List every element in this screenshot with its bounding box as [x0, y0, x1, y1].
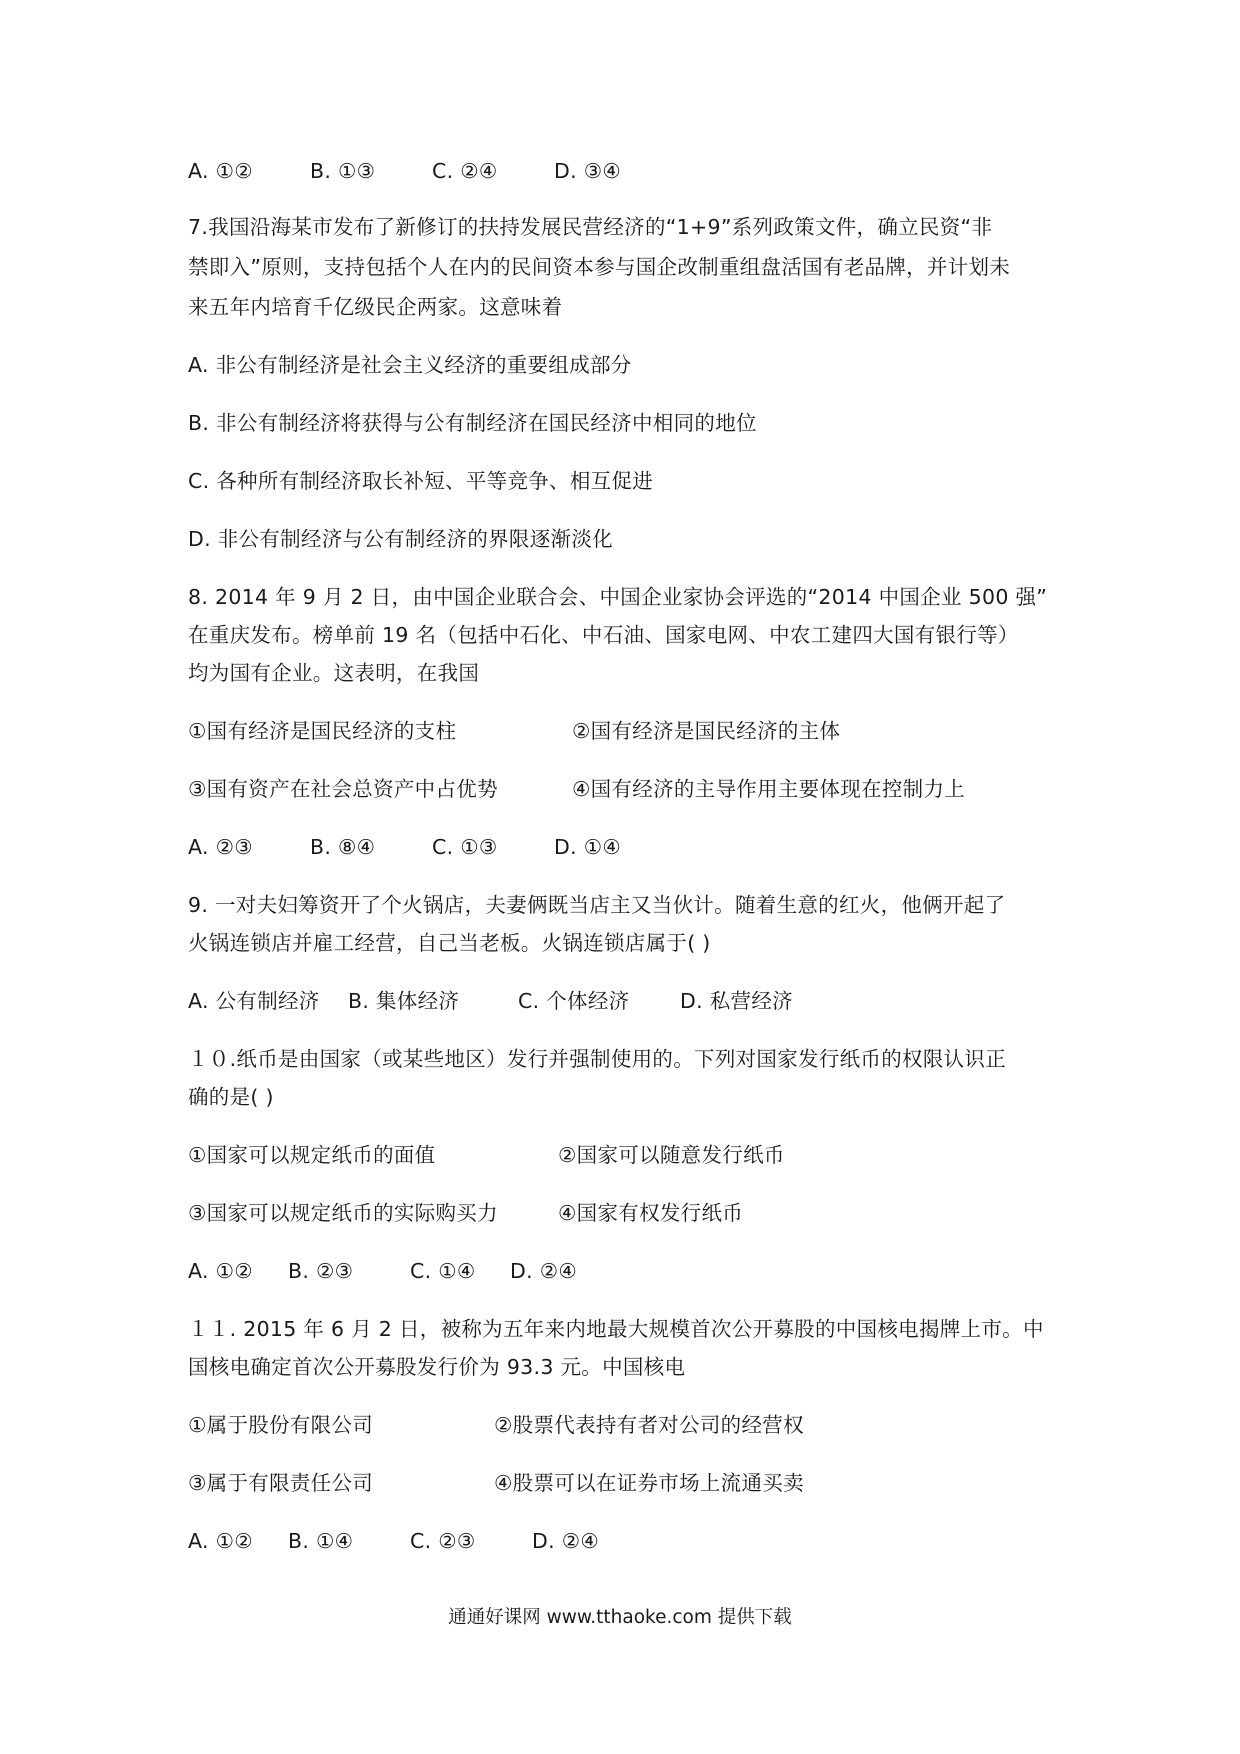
q9-stem-line-1: 9. 一对夫妇筹资开了个火锅店，夫妻俩既当店主又当伙计。随着生意的红火，他俩开起了: [188, 893, 1006, 917]
page-footer: 通通好课网 www.tthaoke.com 提供下载: [448, 1607, 792, 1628]
q9-option-b: B. 集体经济: [348, 989, 460, 1013]
q11-statement-2: ②股票代表持有者对公司的经营权: [494, 1413, 804, 1437]
q10-statement-3: ③国家可以规定纸币的实际购买力: [188, 1201, 498, 1225]
q9-stem-line-2: 火锅连锁店并雇工经营，自己当老板。火锅连锁店属于( ): [188, 931, 711, 955]
q9-option-c: C. 个体经济: [518, 989, 630, 1013]
q11-statement-3: ③属于有限责任公司: [188, 1471, 374, 1495]
q6-option-c: C. ②④: [432, 159, 498, 183]
q11-option-a: A. ①②: [188, 1529, 253, 1553]
q8-stem-line-3: 均为国有企业。这表明，在我国: [188, 661, 480, 685]
q11-option-c: C. ②③: [410, 1529, 476, 1553]
q11-option-b: B. ①④: [288, 1529, 354, 1553]
q10-statement-4: ④国家有权发行纸币: [558, 1201, 744, 1225]
q8-option-b: B. ⑧④: [310, 835, 376, 859]
q9-option-a: A. 公有制经济: [188, 989, 320, 1013]
q10-option-a: A. ①②: [188, 1259, 253, 1283]
q8-stem-line-1: 8. 2014 年 9 月 2 日，由中国企业联合会、中国企业家协会评选的“2014 中国企业 500 强”: [188, 585, 1048, 609]
q7-stem-line-3: 来五年内培育千亿级民企两家。这意味着: [188, 295, 563, 319]
q7-stem-line-2: 禁即入”原则，支持包括个人在内的民间资本参与国企改制重组盘活国有老品牌，并计划未: [188, 255, 1011, 279]
q10-statement-2: ②国家可以随意发行纸币: [558, 1143, 785, 1167]
q7-option-c: C. 各种所有制经济取长补短、平等竞争、相互促进: [188, 469, 654, 493]
q8-statement-4: ④国有经济的主导作用主要体现在控制力上: [572, 777, 966, 801]
q9-options: [188, 986, 793, 1016]
q10-option-c: C. ①④: [410, 1259, 476, 1283]
q11-statement-4: ④股票可以在证券市场上流通买卖: [494, 1471, 804, 1495]
q8-stem-line-2: 在重庆发布。榜单前 19 名（包括中石化、中石油、国家电网、中农工建四大国有银行等）: [188, 623, 1019, 647]
q11-stem-line-2: 国核电确定首次公开募股发行价为 93.3 元。中国核电: [188, 1355, 686, 1379]
q8-options: [188, 832, 621, 862]
q11-statement-1: ①属于股份有限公司: [188, 1413, 374, 1437]
q10-stem-line-1: １０.纸币是由国家（或某些地区）发行并强制使用的。下列对国家发行纸币的权限认识正: [188, 1047, 1007, 1071]
q10-option-b: B. ②③: [288, 1259, 354, 1283]
q8-option-a: A. ②③: [188, 835, 253, 859]
q6-option-b: B. ①③: [310, 159, 376, 183]
q10-options: [188, 1256, 577, 1286]
q11-options: [188, 1526, 599, 1556]
q11-option-d: D. ②④: [532, 1529, 600, 1553]
q10-stem-line-2: 确的是( ): [188, 1085, 274, 1109]
q6-options: [188, 156, 621, 186]
q8-statement-1: ①国有经济是国民经济的支柱: [188, 719, 457, 743]
q8-statement-3: ③国有资产在社会总资产中占优势: [188, 777, 498, 801]
q8-statement-2: ②国有经济是国民经济的主体: [572, 719, 841, 743]
q10-statement-1: ①国家可以规定纸币的面值: [188, 1143, 436, 1167]
q8-option-d: D. ①④: [554, 835, 622, 859]
q7-option-a: A. 非公有制经济是社会主义经济的重要组成部分: [188, 353, 632, 377]
q9-option-d: D. 私营经济: [680, 989, 793, 1013]
q10-option-d: D. ②④: [510, 1259, 578, 1283]
q11-stem-line-1: １１. 2015 年 6 月 2 日，被称为五年来内地最大规模首次公开募股的中国核电揭牌上市。中: [188, 1317, 1044, 1341]
q6-option-d: D. ③④: [554, 159, 622, 183]
q6-option-a: A. ①②: [188, 159, 253, 183]
q8-option-c: C. ①③: [432, 835, 498, 859]
q7-option-b: B. 非公有制经济将获得与公有制经济在国民经济中相同的地位: [188, 411, 757, 435]
q7-option-d: D. 非公有制经济与公有制经济的界限逐渐淡化: [188, 527, 613, 551]
q7-stem-line-1: 7.我国沿海某市发布了新修订的扶持发展民营经济的“1+9”系列政策文件，确立民资“非: [188, 215, 993, 239]
